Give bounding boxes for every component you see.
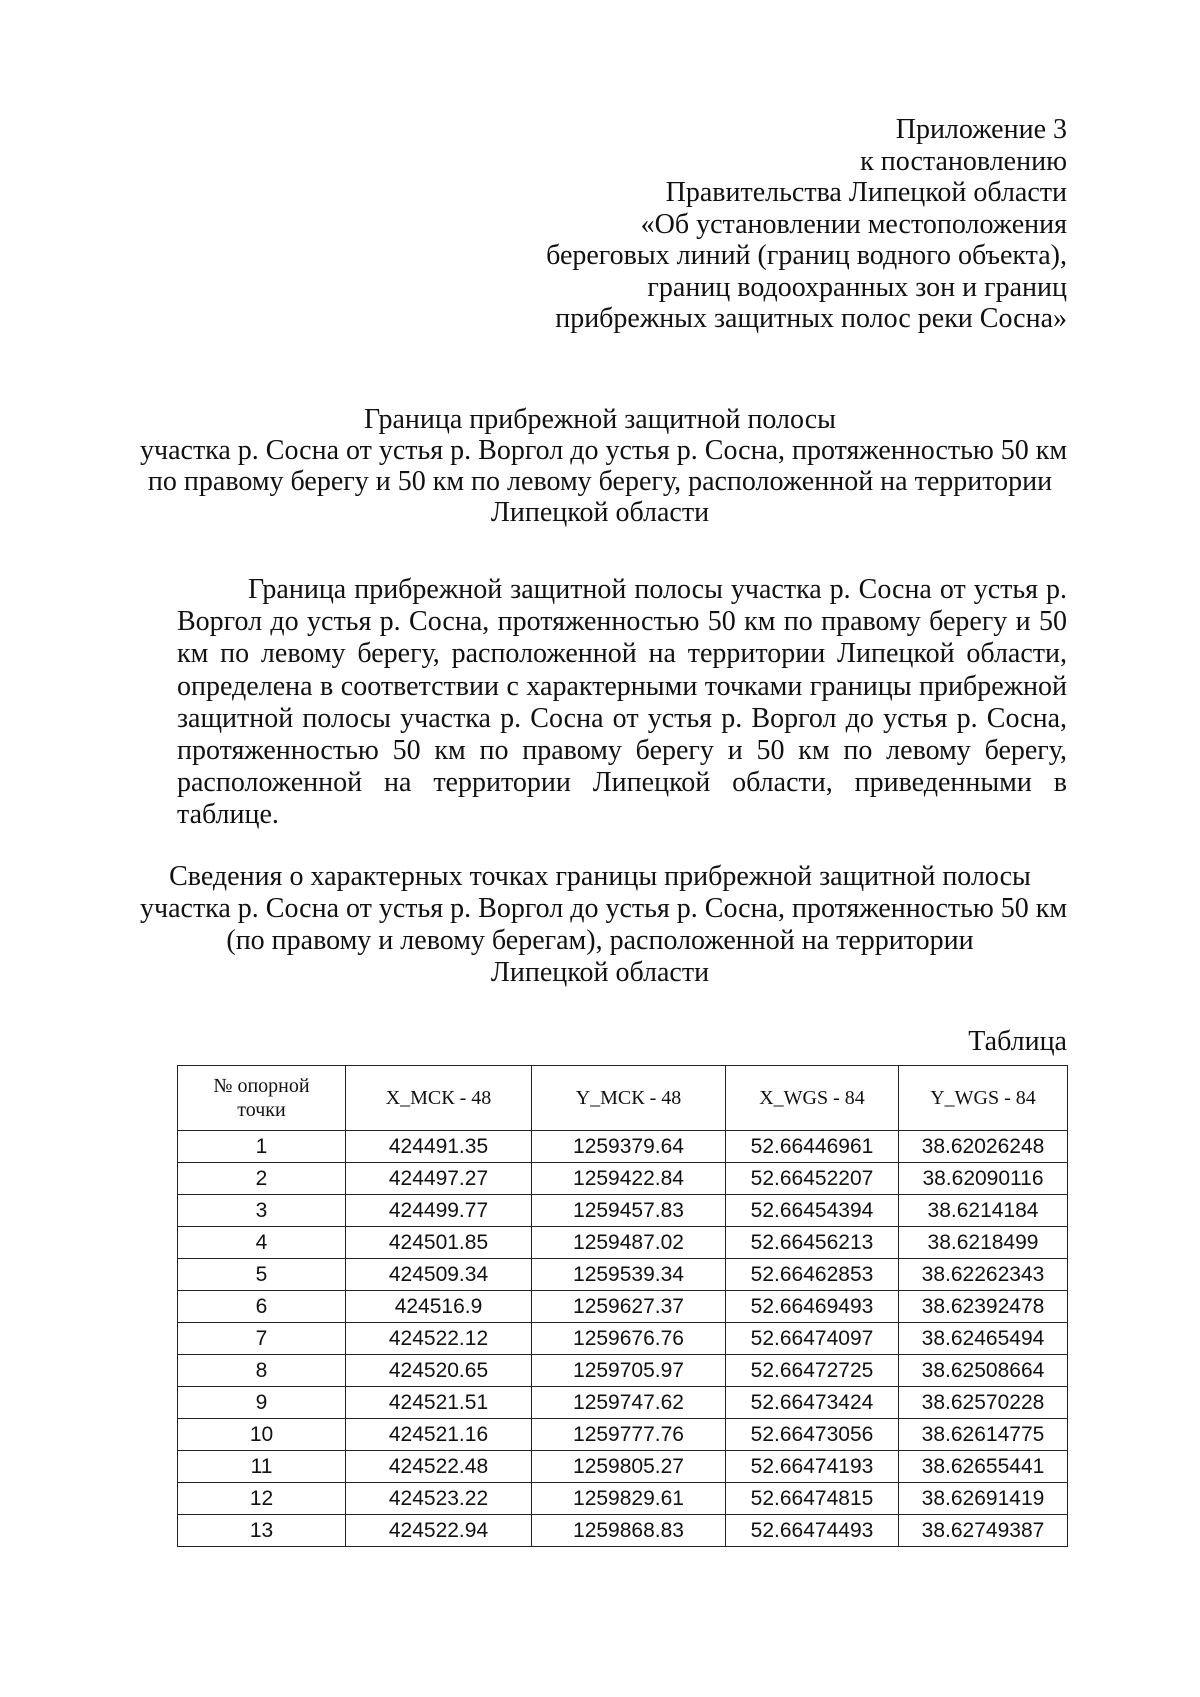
table-row: [178, 1291, 1068, 1323]
cell-x-msk: 424497.27: [346, 1163, 532, 1195]
cell-y-msk: 1259777.76: [532, 1419, 726, 1451]
cell-y-msk: 1259627.37: [532, 1291, 726, 1323]
cell-y-msk: 1259829.61: [532, 1483, 726, 1515]
cell-point-number: 9: [178, 1387, 346, 1419]
cell-y-msk: 1259747.62: [532, 1387, 726, 1419]
cell-point-number: 4: [178, 1227, 346, 1259]
appendix-line: к постановлению: [860, 145, 1067, 177]
title-line: Липецкой области: [490, 497, 710, 528]
table-heading-line: участка р. Сосна от устья р. Воргол до устья р. Сосна, протяженностью 50 км: [140, 893, 1068, 924]
coordinates-table: [177, 1065, 1068, 1547]
table-row: [178, 1515, 1068, 1547]
cell-y-msk: 1259705.97: [532, 1355, 726, 1387]
body-paragraph: Граница прибрежной защитной полосы участка р. Сосна от устья р. Воргол до устья р. Сосна, протяженностью 50 км по правому берегу и 50 км по левому берегу, расположенной на территории Липецкой области, определена в соответствии с характерными точками границы прибрежной защитной полосы участка р. Сосна от устья р. Воргол до устья р. Сосна, протяженностью 50 км по правому берегу и 50 км по левому берегу, расположенной на территории Липецкой области, приведенными в таблице.: [177, 574, 1067, 831]
cell-x-msk: 424499.77: [346, 1195, 532, 1227]
cell-x-msk: 424520.65: [346, 1355, 532, 1387]
cell-y-msk: 1259422.84: [532, 1163, 726, 1195]
title-line: участка р. Сосна от устья р. Воргол до устья р. Сосна, протяженностью 50 км: [140, 435, 1068, 466]
table-row: [178, 1419, 1068, 1451]
header-y-msk: Y_МСК - 48: [532, 1066, 726, 1131]
cell-x-wgs: 52.66474193: [726, 1451, 899, 1483]
cell-y-msk: 1259457.83: [532, 1195, 726, 1227]
cell-x-msk: 424522.12: [346, 1323, 532, 1355]
cell-y-wgs: 38.62691419: [899, 1483, 1068, 1515]
cell-x-wgs: 52.66474097: [726, 1323, 899, 1355]
header-point-line2: точки: [237, 1099, 286, 1121]
cell-x-msk: 424521.16: [346, 1419, 532, 1451]
cell-x-msk: 424521.51: [346, 1387, 532, 1419]
cell-x-wgs: 52.66473424: [726, 1387, 899, 1419]
table-row: [178, 1355, 1068, 1387]
cell-x-msk: 424522.94: [346, 1515, 532, 1547]
cell-y-msk: 1259676.76: [532, 1323, 726, 1355]
appendix-line: Приложение 3: [895, 114, 1067, 145]
title-line: по правому берегу и 50 км по левому берегу, расположенной на территории: [147, 466, 1053, 497]
cell-y-msk: 1259487.02: [532, 1227, 726, 1259]
cell-x-msk: 424522.48: [346, 1451, 532, 1483]
table-row: [178, 1259, 1068, 1291]
cell-x-wgs: 52.66452207: [726, 1163, 899, 1195]
cell-x-wgs: 52.66474815: [726, 1483, 899, 1515]
cell-point-number: 11: [178, 1451, 346, 1483]
table-row: [178, 1195, 1068, 1227]
cell-y-wgs: 38.62262343: [899, 1259, 1068, 1291]
appendix-line: «Об установлении местоположения: [640, 208, 1067, 240]
table-body: [178, 1131, 1068, 1547]
cell-x-msk: 424516.9: [346, 1291, 532, 1323]
table-row: [178, 1163, 1068, 1195]
cell-y-wgs: 38.62749387: [899, 1515, 1068, 1547]
cell-x-wgs: 52.66454394: [726, 1195, 899, 1227]
cell-x-wgs: 52.66456213: [726, 1227, 899, 1259]
table-row: [178, 1131, 1068, 1163]
cell-point-number: 8: [178, 1355, 346, 1387]
cell-point-number: 10: [178, 1419, 346, 1451]
cell-x-msk: 424509.34: [346, 1259, 532, 1291]
appendix-line: прибрежных защитных полос реки Сосна»: [555, 303, 1067, 334]
cell-y-wgs: 38.62508664: [899, 1355, 1068, 1387]
cell-point-number: 13: [178, 1515, 346, 1547]
appendix-header: [447, 114, 1067, 335]
table-row: [178, 1387, 1068, 1419]
cell-point-number: 5: [178, 1259, 346, 1291]
cell-y-msk: 1259805.27: [532, 1451, 726, 1483]
title-line: Граница прибрежной защитной полосы: [364, 404, 836, 435]
cell-y-wgs: 38.62026248: [899, 1131, 1068, 1163]
cell-y-wgs: 38.6214184: [899, 1195, 1068, 1227]
cell-y-msk: 1259868.83: [532, 1515, 726, 1547]
cell-y-wgs: 38.62570228: [899, 1387, 1068, 1419]
cell-x-wgs: 52.66472725: [726, 1355, 899, 1387]
appendix-line: Правительства Липецкой области: [665, 177, 1067, 208]
table-heading-line: (по правому и левому берегам), расположенной на территории: [226, 925, 974, 956]
cell-point-number: 6: [178, 1291, 346, 1323]
table-heading: [140, 861, 1068, 989]
table-heading-line: Липецкой области: [490, 957, 710, 988]
cell-y-msk: 1259539.34: [532, 1259, 726, 1291]
cell-point-number: 7: [178, 1323, 346, 1355]
table-caption: Таблица: [968, 1026, 1067, 1057]
cell-x-wgs: 52.66469493: [726, 1291, 899, 1323]
cell-x-msk: 424491.35: [346, 1131, 532, 1163]
table-row: [178, 1451, 1068, 1483]
cell-x-msk: 424501.85: [346, 1227, 532, 1259]
header-x-msk: X_МСК - 48: [346, 1066, 532, 1131]
header-point-line1: № опорной: [213, 1075, 310, 1097]
document-title: [140, 404, 1068, 528]
cell-y-wgs: 38.62392478: [899, 1291, 1068, 1323]
cell-point-number: 3: [178, 1195, 346, 1227]
cell-x-wgs: 52.66462853: [726, 1259, 899, 1291]
cell-y-wgs: 38.62614775: [899, 1419, 1068, 1451]
cell-point-number: 12: [178, 1483, 346, 1515]
cell-y-wgs: 38.62090116: [899, 1163, 1068, 1195]
cell-point-number: 1: [178, 1131, 346, 1163]
table-header-row: [178, 1066, 1068, 1131]
table-heading-line: Сведения о характерных точках границы прибрежной защитной полосы: [169, 861, 1031, 892]
cell-x-msk: 424523.22: [346, 1483, 532, 1515]
appendix-line: границ водоохранных зон и границ: [647, 271, 1067, 303]
cell-x-wgs: 52.66446961: [726, 1131, 899, 1163]
cell-y-wgs: 38.62465494: [899, 1323, 1068, 1355]
table-row: [178, 1483, 1068, 1515]
cell-x-wgs: 52.66473056: [726, 1419, 899, 1451]
header-y-wgs: Y_WGS - 84: [899, 1066, 1068, 1131]
cell-y-wgs: 38.62655441: [899, 1451, 1068, 1483]
cell-y-msk: 1259379.64: [532, 1131, 726, 1163]
cell-point-number: 2: [178, 1163, 346, 1195]
appendix-line: береговых линий (границ водного объекта),: [546, 240, 1067, 271]
cell-x-wgs: 52.66474493: [726, 1515, 899, 1547]
header-x-wgs: X_WGS - 84: [726, 1066, 899, 1131]
table-row: [178, 1227, 1068, 1259]
cell-y-wgs: 38.6218499: [899, 1227, 1068, 1259]
header-point-number: [178, 1066, 346, 1131]
table-row: [178, 1323, 1068, 1355]
